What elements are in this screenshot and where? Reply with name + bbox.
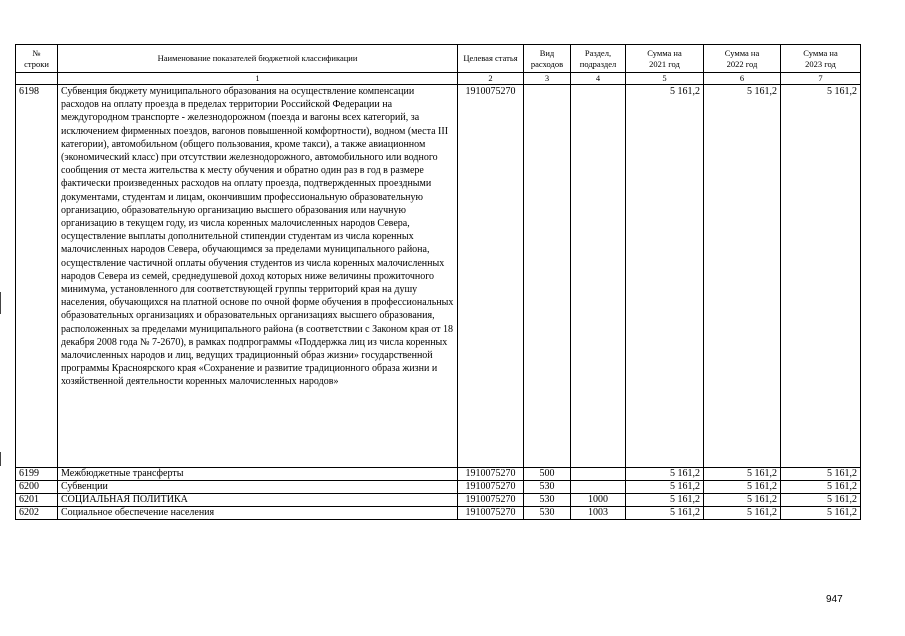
header-sum-2023: Сумма на 2023 год: [781, 45, 861, 73]
row-kind: [524, 85, 571, 468]
table-row: [16, 494, 861, 507]
row-section: [571, 481, 626, 494]
row-sum-2021: 5 161,2: [626, 507, 704, 520]
row-number: 6199: [16, 468, 58, 481]
row-section: [571, 85, 626, 468]
row-name: Субвенция бюджету муниципального образования на осуществление компенсации расходов на оплату проезда в пределах территории Российской Федерации на междугородном транспорте - железнодорожном (поезда и вагоны всех категорий, за исключением фирменных поездов, вагонов повышенной комфортности), водном (места III категории), автомобильном (общего пользования, кроме такси), а также авиационном (экономический класс) при отсутствии железнодорожного, автомобильного или водного сообщения от места жительства к месту обучения и обратно один раз в год в размере фактически произведенных расходов на оплату проезда, подтвержденных проездными документами, студентам и лицам, окончившим профессиональную образовательную организацию, образовательную организацию высшего образования или научную организацию в текущем году, из числа коренных малочисленных народов Севера, осуществление выплаты дополнительной стипендии студентам из числа коренных малочисленных народов Севера, обучающимся за пределами муниципального района, осуществление частичной оплаты обучения студентов из числа коренных малочисленных народов Севера из семей, среднедушевой доход которых ниже величины прожиточного минимума, установленного для соответствующей группы территорий края на душу населения, обучающихся на платной основе по очной форме обучения в профессиональных образовательных организациях и образовательных организациях высшего образования, расположенных за пределами муниципального района (в соответствии с Законом края от 18 декабря 2008 года № 7-2670), в рамках подпрограммы «Поддержка лиц из числа коренных малочисленных народов и лиц, ведущих традиционный образ жизни» государственной программы Красноярского края «Сохранение и развитие традиционного образа жизни и хозяйственной деятельности коренных малочисленных народов»: [58, 85, 458, 468]
row-name: Межбюджетные трансферты: [58, 468, 458, 481]
header-row-number: № строки: [16, 45, 58, 73]
scan-edge-mark: [0, 452, 1, 466]
row-sum-2023: 5 161,2: [781, 85, 861, 468]
row-number: 6198: [16, 85, 58, 468]
column-number-cell: 7: [781, 73, 861, 85]
row-sum-2022: 5 161,2: [704, 468, 781, 481]
page-number: 947: [826, 594, 843, 605]
table-row: [16, 507, 861, 520]
column-number-cell: 6: [704, 73, 781, 85]
row-target: 1910075270: [458, 468, 524, 481]
row-number: 6202: [16, 507, 58, 520]
row-name: СОЦИАЛЬНАЯ ПОЛИТИКА: [58, 494, 458, 507]
row-name: Субвенции: [58, 481, 458, 494]
row-sum-2023: 5 161,2: [781, 507, 861, 520]
column-number-row: [16, 73, 861, 85]
header-section: Раздел, подраздел: [571, 45, 626, 73]
row-target: 1910075270: [458, 481, 524, 494]
row-sum-2022: 5 161,2: [704, 507, 781, 520]
scan-edge-mark: [0, 292, 1, 314]
table-header-row: [16, 45, 861, 73]
row-number: 6201: [16, 494, 58, 507]
row-sum-2021: 5 161,2: [626, 481, 704, 494]
row-sum-2022: 5 161,2: [704, 481, 781, 494]
column-number-cell: [16, 73, 58, 85]
row-sum-2021: 5 161,2: [626, 494, 704, 507]
row-kind: 530: [524, 481, 571, 494]
column-number-cell: 1: [58, 73, 458, 85]
row-name: Социальное обеспечение населения: [58, 507, 458, 520]
table-row: [16, 481, 861, 494]
row-sum-2021: 5 161,2: [626, 468, 704, 481]
row-sum-2021: 5 161,2: [626, 85, 704, 468]
table-row: [16, 468, 861, 481]
row-sum-2023: 5 161,2: [781, 494, 861, 507]
row-sum-2023: 5 161,2: [781, 468, 861, 481]
header-target-article: Целевая статья: [458, 45, 524, 73]
header-sum-2022: Сумма на 2022 год: [704, 45, 781, 73]
row-target: 1910075270: [458, 85, 524, 468]
row-kind: 500: [524, 468, 571, 481]
row-sum-2022: 5 161,2: [704, 494, 781, 507]
row-target: 1910075270: [458, 494, 524, 507]
header-indicator-name: Наименование показателей бюджетной классификации: [58, 45, 458, 73]
column-number-cell: 2: [458, 73, 524, 85]
row-section: 1000: [571, 494, 626, 507]
header-sum-2021: Сумма на 2021 год: [626, 45, 704, 73]
row-kind: 530: [524, 494, 571, 507]
column-number-cell: 4: [571, 73, 626, 85]
header-expense-kind: Вид расходов: [524, 45, 571, 73]
row-target: 1910075270: [458, 507, 524, 520]
row-sum-2023: 5 161,2: [781, 481, 861, 494]
row-section: [571, 468, 626, 481]
row-kind: 530: [524, 507, 571, 520]
column-number-cell: 3: [524, 73, 571, 85]
row-section: 1003: [571, 507, 626, 520]
table-row: [16, 85, 861, 468]
row-sum-2022: 5 161,2: [704, 85, 781, 468]
column-number-cell: 5: [626, 73, 704, 85]
row-number: 6200: [16, 481, 58, 494]
budget-table: [15, 44, 861, 520]
